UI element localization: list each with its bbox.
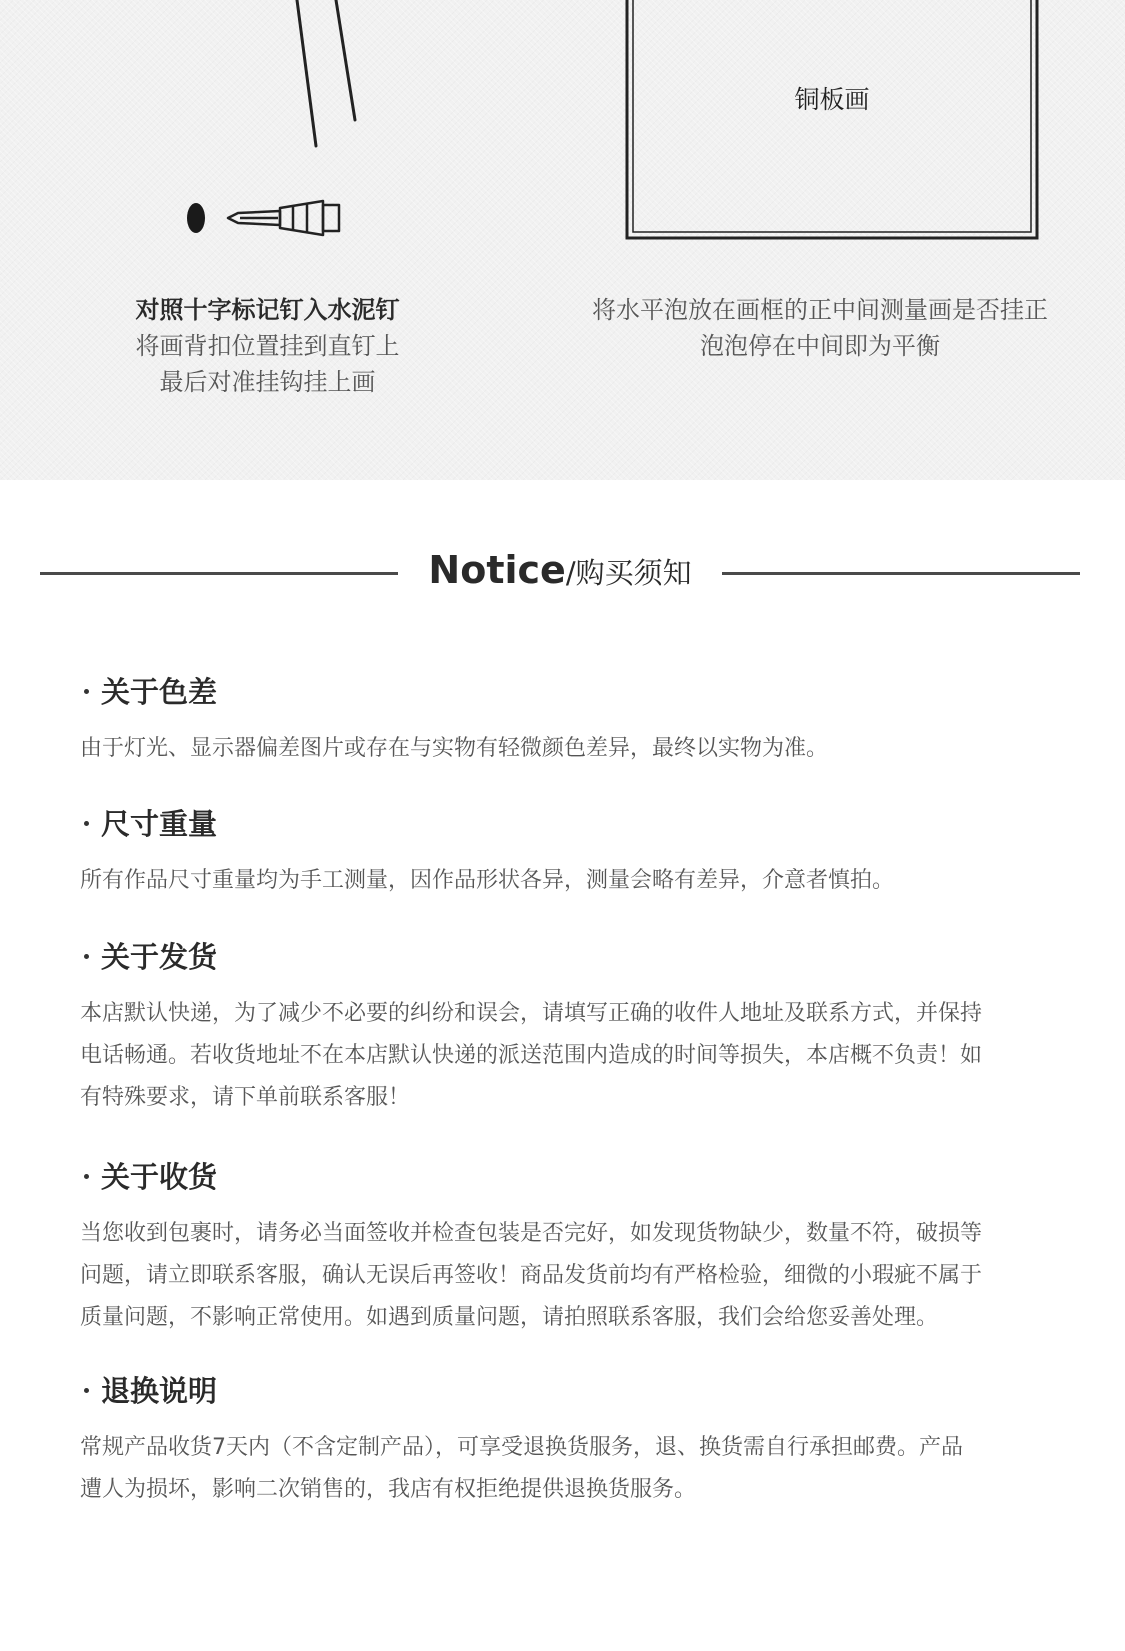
wall-hole-icon <box>187 203 205 233</box>
wire-hook-icon <box>297 0 355 146</box>
leveling-instructions <box>560 292 1080 364</box>
hanging-step-3: 最后对准挂钩挂上画 <box>159 368 376 396</box>
section-shipping <box>80 937 1060 1119</box>
section-line: 有特殊要求，请下单前联系客服！ <box>80 1085 411 1110</box>
bullet-dot-icon <box>84 689 89 694</box>
leveling-step-2: 泡泡停在中间即为平衡 <box>700 332 940 360</box>
picture-frame-icon <box>627 0 1037 238</box>
notice-title <box>398 548 722 592</box>
section-body <box>80 1427 1060 1511</box>
hanging-step-2: 将画背扣位置挂到直钉上 <box>135 332 400 360</box>
notice-header <box>40 548 1080 598</box>
section-line: 常规产品收货7天内（不含定制产品），可享受退换货服务，退、换货需自行承担邮费。产品 <box>80 1435 964 1460</box>
section-body <box>80 1213 1060 1339</box>
section-size-weight <box>80 804 1060 902</box>
section-line: 本店默认快递，为了减少不必要的纠纷和误会，请填写正确的收件人地址及联系方式，并保持 <box>80 1001 983 1026</box>
section-heading <box>80 804 1060 844</box>
bullet-dot-icon <box>84 954 89 959</box>
section-color-difference <box>80 672 1060 770</box>
bullet-dot-icon <box>84 1388 89 1393</box>
nail-screw-icon <box>228 201 339 235</box>
installation-guide <box>0 0 1125 480</box>
section-heading-text: 关于色差 <box>101 675 218 709</box>
notice-title-cn: /购买须知 <box>565 556 692 590</box>
installation-illustration <box>0 0 1125 480</box>
frame-label: 铜板画 <box>794 85 870 114</box>
hanging-step-1: 对照十字标记钉入水泥钉 <box>135 296 400 324</box>
section-line: 当您收到包裹时，请务必当面签收并检查包装是否完好，如发现货物缺少，数量不符，破损等 <box>80 1221 983 1246</box>
section-returns <box>80 1371 1060 1511</box>
section-heading-text: 关于收货 <box>101 1160 218 1194</box>
section-heading <box>80 1157 1060 1197</box>
section-heading <box>80 1371 1060 1411</box>
section-heading-text: 尺寸重量 <box>101 807 218 841</box>
section-line: 由于灯光、显示器偏差图片或存在与实物有轻微颜色差异，最终以实物为准。 <box>80 736 829 761</box>
section-line: 质量问题，不影响正常使用。如遇到质量问题，请拍照联系客服，我们会给您妥善处理。 <box>80 1305 939 1330</box>
section-line: 遭人为损坏，影响二次销售的，我店有权拒绝提供退换货服务。 <box>80 1477 697 1502</box>
leveling-step-1: 将水平泡放在画框的正中间测量画是否挂正 <box>592 296 1048 324</box>
section-line: 电话畅通。若收货地址不在本店默认快递的派送范围内造成的时间等损失，本店概不负责！如 <box>80 1043 983 1068</box>
notice-title-en: Notice <box>428 548 566 592</box>
bullet-dot-icon <box>84 1174 89 1179</box>
bullet-dot-icon <box>84 821 89 826</box>
section-heading-text: 退换说明 <box>101 1374 218 1408</box>
divider-left <box>40 572 398 575</box>
section-heading <box>80 672 1060 712</box>
section-line: 所有作品尺寸重量均为手工测量，因作品形状各异，测量会略有差异，介意者慎拍。 <box>80 868 895 893</box>
hanging-instructions <box>80 292 455 400</box>
section-body <box>80 993 1060 1119</box>
section-body <box>80 728 1060 770</box>
section-heading-text: 关于发货 <box>101 940 218 974</box>
section-line: 问题，请立即联系客服，确认无误后再签收！商品发货前均有严格检验，细微的小瑕疵不属于 <box>80 1263 983 1288</box>
divider-right <box>722 572 1080 575</box>
section-body <box>80 860 1060 902</box>
section-heading <box>80 937 1060 977</box>
section-receiving <box>80 1157 1060 1339</box>
